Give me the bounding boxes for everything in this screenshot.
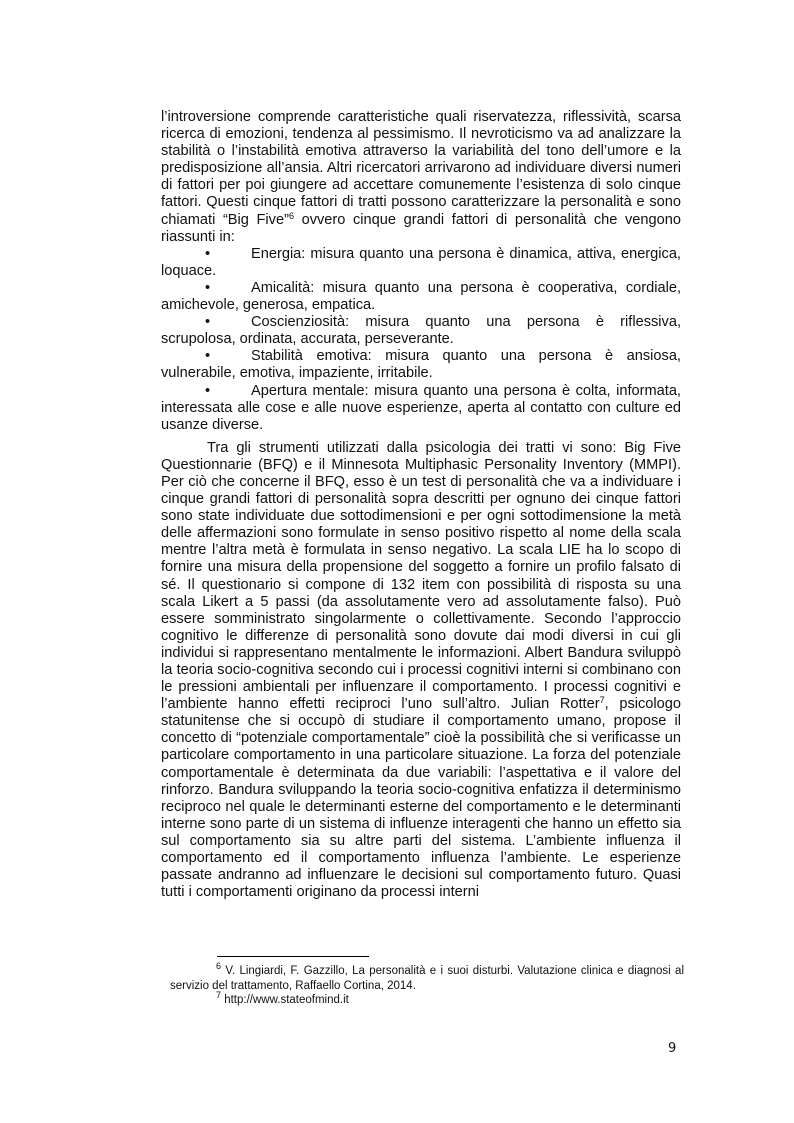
bullet-icon: • bbox=[205, 382, 211, 399]
main-text-part2: , psicologo statunitense che si occupò di studiare il comportamento umano, propose il concetto di “potenziale comportamentale” cioè la possibilità che si verificasse un particolare comportamento in una particolare situazione. La forza del potenziale comportamentale è determinata da due variabili: l’aspettativa e il valore del rinforzo. Bandura sviluppando la teoria socio-cognitiva enfatizza il determinismo reciproco nel quale le determinanti esterne del comportamento e le determinanti interne sono parte di un sistema di influenze interagenti che hanno un effetto sia sul comportamento sia su altre parti del sistema. L’ambiente influenza il comportamento ed il comportamento influenza l’ambiente. Le esperienze passate andranno ad influenzare le decisioni sul comportamento futuro. Quasi tutti i comportamenti originano da processi interni bbox=[161, 696, 681, 901]
bullet-icon: • bbox=[205, 245, 211, 262]
intro-text-part2: ovvero cinque grandi fattori di personalità che vengono riassunti in: bbox=[161, 211, 681, 245]
bullet-icon: • bbox=[205, 279, 211, 296]
footnote-number: 6 bbox=[216, 961, 222, 971]
list-item bbox=[161, 383, 681, 434]
footnote-7 bbox=[170, 990, 684, 1008]
bullet-icon: • bbox=[205, 348, 211, 365]
bullet-list bbox=[161, 246, 681, 434]
list-item bbox=[161, 314, 681, 348]
footnote-link[interactable]: http://www.stateofmind.it bbox=[221, 994, 349, 1007]
bullet-icon: • bbox=[205, 314, 211, 331]
footnote-number: 7 bbox=[216, 990, 222, 1001]
list-item-text: Energia: misura quanto una persona è dinamica, attiva, energica, loquace. bbox=[161, 245, 681, 279]
footnotes bbox=[170, 961, 684, 1008]
list-item bbox=[161, 280, 681, 314]
page-number: 9 bbox=[668, 1041, 677, 1056]
intro-paragraph bbox=[161, 109, 681, 246]
list-item-text: Amicalità: misura quanto una persona è cooperativa, cordiale, amichevole, generosa, empatica. bbox=[161, 279, 681, 314]
footnote-separator bbox=[217, 956, 369, 957]
footnote-text: V. Lingiardi, F. Gazzillo, La personalità e i suoi disturbi. Valutazione clinica e diagnosi al servizio del trattamento, Raffaello Cortina, 2014. bbox=[170, 965, 684, 992]
body-text bbox=[161, 109, 681, 901]
intro-text-part1: l’introversione comprende caratteristiche quali riservatezza, riflessività, scarsa ricerca di emozioni, tendenza al pessimismo. Il nevroticismo va ad analizzare la stabilità o l’instabilità emotiva attraverso la variabilità del tono dell’umore e la predisposizione all’ansia. Altri ricercatori arrivarono ad individuare diversi numeri di fattori per poi giungere ad accettare comunemente l’esistenza di solo cinque fattori. Questi cinque fattori di tratti possono caratterizzare la personalità e sono chiamati “Big Five” bbox=[161, 109, 681, 228]
footnote-ref-6[interactable]: 6 bbox=[288, 210, 294, 221]
footnote-ref-7[interactable]: 7 bbox=[599, 695, 605, 706]
list-item-text: Apertura mentale: misura quanto una persona è colta, informata, interessata alle cose e alle nuove esperienze, aperta al contatto con culture ed usanze diverse. bbox=[161, 382, 681, 433]
list-item bbox=[161, 246, 681, 280]
main-text-part1: Tra gli strumenti utilizzati dalla psicologia dei tratti vi sono: Big Five Questionnarie (BFQ) e il Minnesota Multiphasic Personality Inventory (MMPI). Per ciò che concerne il BFQ, esso è un test di personalità che va a individuare i cinque grandi fattori di personalità sopra descritti per ognuno dei cinque fattori sono state individuate due sottodimensioni e per ogni sottodimensione la metà delle affermazioni sono formulate in senso positivo rispetto al nome della scala mentre l’altra metà è formulata in senso negativo. La scala LIE ha lo scopo di fornire una misura della propensione del soggetto a fornire un profilo falsato di sé. Il questionario si compone di 132 item con possibilità di risposta su una scala Likert a 5 passi (da assolutamente vero ad assolutamente falso). Può essere somministrato singolarmente o collettivamente. Secondo l’approccio cognitivo le differenze di personalità sono dovute dai modi diversi in cui gli individui si rappresentano mentalmente le informazioni. Albert Bandura sviluppò la teoria socio-cognitiva secondo cui i processi cognitivi interni si combinano con le pressioni ambientali per influenzare il comportamento. I processi cognitivi e l’ambiente hanno effetti reciproci l’uno sull’altro. Julian Rotter bbox=[161, 439, 681, 713]
list-item bbox=[161, 348, 681, 382]
main-paragraph bbox=[161, 440, 681, 902]
footnote-6 bbox=[170, 961, 684, 993]
list-item-text: Coscienziosità: misura quanto una persona è riflessiva, scrupolosa, ordinata, accurata, perseverante. bbox=[161, 314, 681, 348]
list-item-text: Stabilità emotiva: misura quanto una persona è ansiosa, vulnerabile, emotiva, impaziente, irritabile. bbox=[161, 348, 681, 382]
